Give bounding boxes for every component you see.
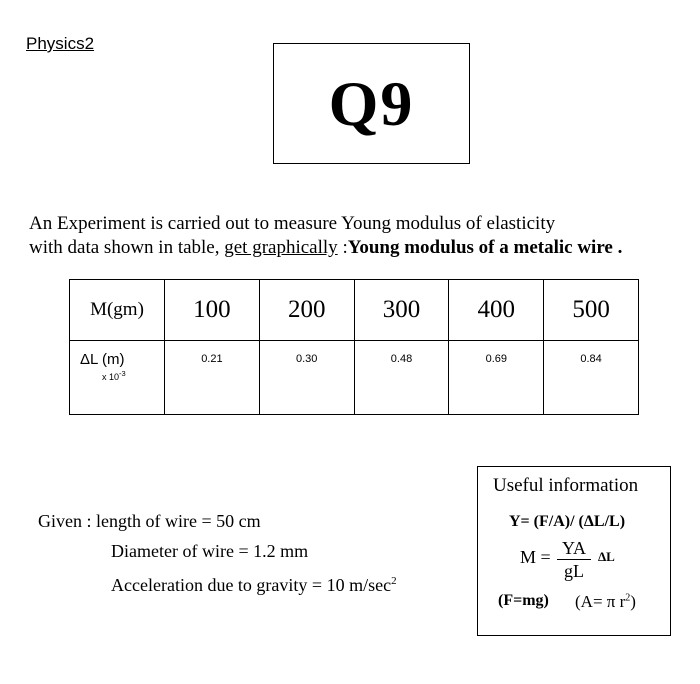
useful-information-box	[477, 466, 671, 636]
extension-row	[70, 341, 639, 415]
given-wire-diameter: Diameter of wire = 1.2 mm	[111, 541, 309, 561]
multiplier-base: x 10	[102, 372, 120, 382]
extension-cell: 0.21	[165, 341, 260, 415]
mass-formula-lhs: M =	[520, 547, 551, 567]
area-formula-exponent: 2	[625, 592, 631, 604]
given-gravity-text: Acceleration due to gravity = 10 m/sec	[111, 575, 392, 595]
given-wire-length: Given : length of wire = 50 cm	[38, 511, 261, 531]
mass-cell: 400	[449, 280, 544, 341]
mass-row	[70, 280, 639, 341]
extension-label-text: ΔL (m)	[80, 351, 125, 368]
fraction-denominator: gL	[564, 561, 584, 581]
intro-underlined-phrase: get graphically	[224, 237, 338, 258]
area-formula-close: )	[630, 592, 636, 611]
extension-cell: 0.30	[259, 341, 354, 415]
question-label-box	[273, 43, 470, 164]
extension-cell: 0.48	[354, 341, 449, 415]
multiplier-exponent: -3	[119, 369, 126, 378]
area-formula	[575, 592, 636, 612]
page-header: Physics2	[26, 34, 95, 53]
intro-colon: :	[337, 237, 348, 258]
useful-information-title: Useful information	[493, 475, 639, 496]
data-table	[69, 279, 639, 415]
given-values	[38, 506, 397, 600]
given-gravity-exponent: 2	[391, 575, 397, 587]
young-modulus-formula: Y= (F/A)/ (ΔL/L)	[509, 513, 626, 530]
extension-cell: 0.84	[544, 341, 639, 415]
mass-formula-fraction	[557, 538, 591, 582]
extension-row-label	[70, 341, 165, 415]
mass-cell: 200	[259, 280, 354, 341]
mass-cell: 300	[354, 280, 449, 341]
mass-formula-delta-l: ΔL	[598, 549, 615, 564]
problem-statement	[29, 212, 622, 260]
mass-cell: 100	[165, 280, 260, 341]
intro-line-1: An Experiment is carried out to measure Young modulus of elasticity	[29, 213, 556, 234]
extension-multiplier	[102, 369, 164, 382]
mass-cell: 500	[544, 280, 639, 341]
given-gravity	[38, 566, 397, 600]
intro-line-2	[29, 236, 622, 260]
mass-row-label: M(gm)	[70, 280, 165, 341]
fraction-numerator: YA	[557, 538, 591, 560]
intro-bold-task: Young modulus of a metalic wire .	[347, 237, 623, 258]
intro-line-2-start: with data shown in table,	[29, 237, 225, 258]
extension-cell: 0.69	[449, 341, 544, 415]
question-label: Q9	[328, 67, 415, 139]
area-formula-text: (A= π r	[575, 592, 626, 611]
force-formula: (F=mg)	[498, 592, 549, 609]
